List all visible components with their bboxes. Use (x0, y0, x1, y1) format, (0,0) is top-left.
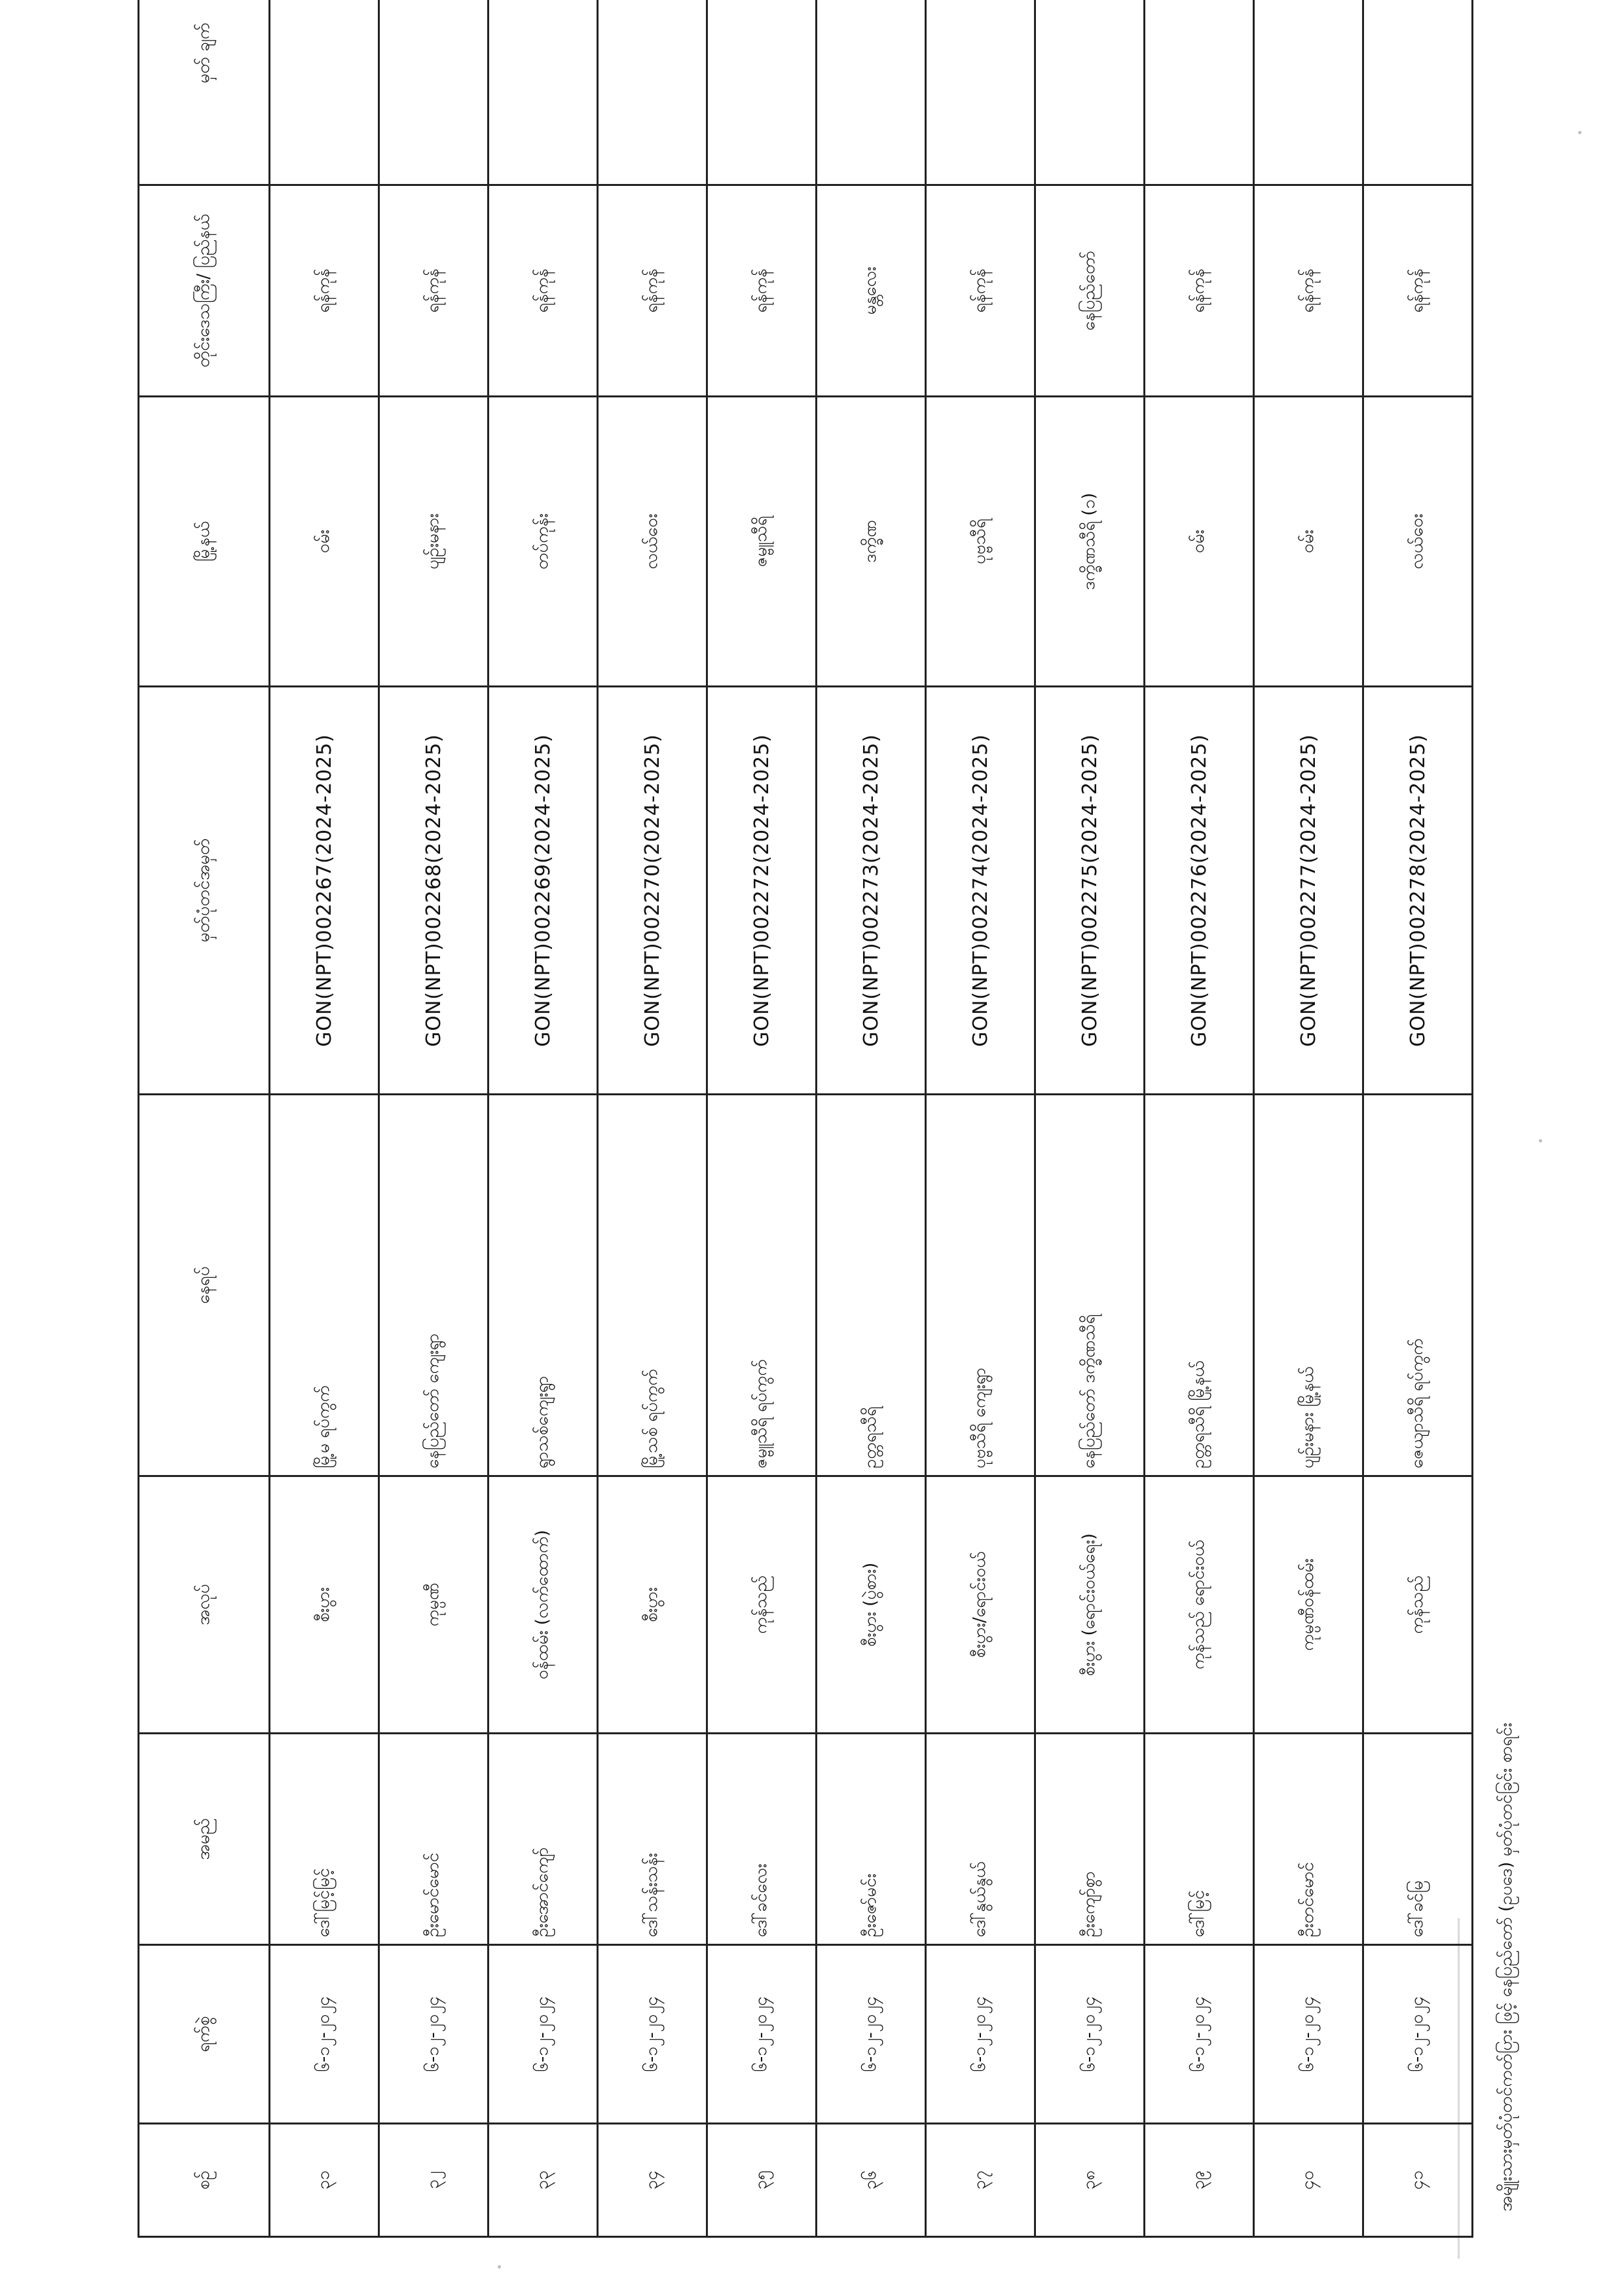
cell-no: ၃၃ (489, 2124, 598, 2237)
cell-name: ဒေါ်မြင့် (1145, 1734, 1254, 1945)
cell-no: ၄၀ (1254, 2124, 1363, 2237)
cell-state: မန္တလေး (817, 185, 926, 397)
cell-remarks (379, 0, 489, 185)
cell-remarks (598, 0, 707, 185)
table-row (707, 0, 817, 2237)
cell-name: ဦးကျော်စွာ (1035, 1734, 1145, 1945)
cell-state: ရန်ကုန် (1254, 185, 1363, 397)
register-table (138, 0, 1473, 2238)
cell-date: ၆-၁၂-၂၀၂၄ (1145, 1945, 1254, 2124)
header-remarks: မှတ် ချက် (139, 0, 270, 185)
table-row (1363, 0, 1473, 2237)
cell-remarks (817, 0, 926, 185)
cell-state: ရန်ကုန် (1363, 185, 1473, 397)
cell-address: မြို့မ ရပ်ကွက် (270, 1095, 379, 1476)
cell-address: ဇေယျာသီရိ ရပ်ကွက် (1363, 1095, 1473, 1476)
document-title: အမျိုးသားမှတ်ပုံတင်ကတ်ပြား ဖြင့် နေပြည်တော် (ဥပဒေ) မှတ်ပုံတင်ခြင်း စာရင်း (1496, 1722, 1516, 2212)
cell-date: ၆-၁၂-၂၀၂၄ (1254, 1945, 1363, 2124)
cell-date: ၆-၁၂-၂၀၂၄ (1035, 1945, 1145, 2124)
header-name: အမည် (139, 1734, 270, 1945)
cell-remarks (270, 0, 379, 185)
cell-township: ဝမ်း (1254, 397, 1363, 687)
table-row (817, 0, 926, 2237)
cell-state: ရန်ကုန် (598, 185, 707, 397)
cell-address: နေပြည်တော် ကျေးရွာ (379, 1095, 489, 1476)
cell-date: ၆-၁၂-၂၀၂၄ (926, 1945, 1035, 2124)
cell-state: ရန်ကုန် (1145, 185, 1254, 397)
cell-no: ၃၅ (707, 2124, 817, 2237)
cell-address: ဥတ္တရသီရိ မြို့နယ် (1145, 1095, 1254, 1476)
header-township: မြို့နယ် (139, 397, 270, 687)
cell-occupation: စီးပွား (ပွဲစား) (817, 1476, 926, 1734)
cell-no: ၃၂ (379, 2124, 489, 2237)
cell-date: ၆-၁၂-၂၀၂၄ (598, 1945, 707, 2124)
cell-registration: GON(NPT)002267(2024-2025) (270, 687, 379, 1095)
cell-registration: GON(NPT)002273(2024-2025) (817, 687, 926, 1095)
cell-address: ရွာသစ်ကျေးရွာ (489, 1095, 598, 1476)
header-no: စဉ် (139, 2124, 270, 2237)
cell-address: ပျဉ်းမနား မြို့နယ် (1254, 1095, 1363, 1476)
cell-state: ရန်ကုန် (926, 185, 1035, 397)
cell-township: ဇမ္ဗူသီရိ (707, 397, 817, 687)
cell-address: မြို့သစ် ရပ်ကွက် (598, 1095, 707, 1476)
cell-occupation: စီးပွား (598, 1476, 707, 1734)
table-row (1254, 0, 1363, 2237)
cell-name: ဒေါ်သန်းသန်း (598, 1734, 707, 1945)
cell-township: လယ်ဝေး (598, 397, 707, 687)
cell-date: ၆-၁၂-၂၀၂၄ (817, 1945, 926, 2124)
cell-name: ဦးဇော်မင်း (817, 1734, 926, 1945)
cell-occupation: စီးပွား (270, 1476, 379, 1734)
scan-speck (1539, 1139, 1542, 1142)
cell-registration: GON(NPT)002277(2024-2025) (1254, 687, 1363, 1095)
cell-registration: GON(NPT)002278(2024-2025) (1363, 687, 1473, 1095)
cell-township: ဝမ်း (1145, 397, 1254, 687)
cell-township: ဒက္ခိဏ (817, 397, 926, 687)
cell-state: နေပြည်တော် (1035, 185, 1145, 397)
table-row (1035, 0, 1145, 2237)
cell-occupation: ကုန်သည် (707, 1476, 817, 1734)
cell-name: ဦးတင်မောင် (1254, 1734, 1363, 1945)
cell-date: ၆-၁၂-၂၀၂၄ (489, 1945, 598, 2124)
cell-address: ဥတ္တရသီရိ (817, 1095, 926, 1476)
cell-state: ရန်ကုန် (489, 185, 598, 397)
cell-occupation: ကုန်သည် ရောင်းဝယ် (1145, 1476, 1254, 1734)
cell-date: ၆-၁၂-၂၀၂၄ (1363, 1945, 1473, 2124)
cell-remarks (707, 0, 817, 185)
scan-speck (1578, 131, 1581, 134)
cell-no: ၃၉ (1145, 2124, 1254, 2237)
cell-occupation: စီးပွား/ရောင်းဝယ် (926, 1476, 1035, 1734)
cell-date: ၆-၁၂-၂၀၂၄ (270, 1945, 379, 2124)
header-date: ရက်စွဲ (139, 1945, 270, 2124)
cell-registration: GON(NPT)002270(2024-2025) (598, 687, 707, 1095)
header-registration: မှတ်ပုံတင်အမှတ် (139, 687, 270, 1095)
cell-no: ၄၁ (1363, 2124, 1473, 2237)
cell-remarks (1145, 0, 1254, 185)
cell-name: ဒေါ်နွယ်နွယ် (926, 1734, 1035, 1945)
cell-occupation: စီးပွား (ရောင်းဝယ်ရေး) (1035, 1476, 1145, 1734)
cell-occupation: ကုမ္ပဏီ (379, 1476, 489, 1734)
cell-registration: GON(NPT)002272(2024-2025) (707, 687, 817, 1095)
cell-address: နေပြည်တော် ဒက္ခိဏသီရိ (1035, 1095, 1145, 1476)
cell-name: ဦးအောင်ကျော် (489, 1734, 598, 1945)
cell-occupation: ကုန်သည် (1363, 1476, 1473, 1734)
cell-registration: GON(NPT)002268(2024-2025) (379, 687, 489, 1095)
scan-speck (498, 2265, 501, 2269)
header-occupation: အလုပ် (139, 1476, 270, 1734)
table-row (270, 0, 379, 2237)
cell-township: ပုဗ္ဗသီရိ (926, 397, 1035, 687)
cell-state: ရန်ကုန် (270, 185, 379, 397)
cell-remarks (1363, 0, 1473, 185)
header-state: တိုင်းဒေသကြီး/ ပြည်နယ် (139, 185, 270, 397)
cell-date: ၆-၁၂-၂၀၂၄ (707, 1945, 817, 2124)
cell-township: ဒက္ခိဏသီရိ (၁) (1035, 397, 1145, 687)
table-row (598, 0, 707, 2237)
cell-name: ဦးမောင်မောင် (379, 1734, 489, 1945)
cell-registration: GON(NPT)002274(2024-2025) (926, 687, 1035, 1095)
cell-registration: GON(NPT)002269(2024-2025) (489, 687, 598, 1095)
cell-no: ၃၆ (817, 2124, 926, 2237)
cell-state: ရန်ကုန် (707, 185, 817, 397)
table-row (926, 0, 1035, 2237)
table-row (1145, 0, 1254, 2237)
cell-registration: GON(NPT)002276(2024-2025) (1145, 687, 1254, 1095)
table-row (489, 0, 598, 2237)
cell-township: ပျဉ်းမနား (379, 397, 489, 687)
cell-state: ရန်ကုန် (379, 185, 489, 397)
cell-no: ၃၈ (1035, 2124, 1145, 2237)
header-address: နေရပ် (139, 1095, 270, 1476)
cell-township: ဝမ်း (270, 397, 379, 687)
cell-no: ၃၄ (598, 2124, 707, 2237)
table-header-row (139, 0, 270, 2237)
cell-township: လယ်ဝေး (1363, 397, 1473, 687)
cell-name: ဒေါ်ခင်မြ (1363, 1734, 1473, 1945)
cell-date: ၆-၁၂-၂၀၂၄ (379, 1945, 489, 2124)
cell-name: ဒေါ်မြင့်မြင့် (270, 1734, 379, 1945)
cell-name: ဒေါ်ခင်လေး (707, 1734, 817, 1945)
cell-township: တပ်ကုန်း (489, 397, 598, 687)
cell-remarks (1035, 0, 1145, 185)
table-row (379, 0, 489, 2237)
cell-address: ဇမ္ဗူသီရိ ရပ်ကွက် (707, 1095, 817, 1476)
cell-occupation: ဝန်ထမ်း (လက်ထောက်) (489, 1476, 598, 1734)
cell-address: ပုဗ္ဗသီရိ ကျေးရွာ (926, 1095, 1035, 1476)
cell-occupation: ကုမ္ပဏီဝန်ထမ်း (1254, 1476, 1363, 1734)
cell-remarks (489, 0, 598, 185)
cell-no: ၃၁ (270, 2124, 379, 2237)
cell-remarks (926, 0, 1035, 185)
cell-no: ၃၇ (926, 2124, 1035, 2237)
rotated-table-block (138, 22, 1516, 2238)
cell-registration: GON(NPT)002275(2024-2025) (1035, 687, 1145, 1095)
cell-remarks (1254, 0, 1363, 185)
